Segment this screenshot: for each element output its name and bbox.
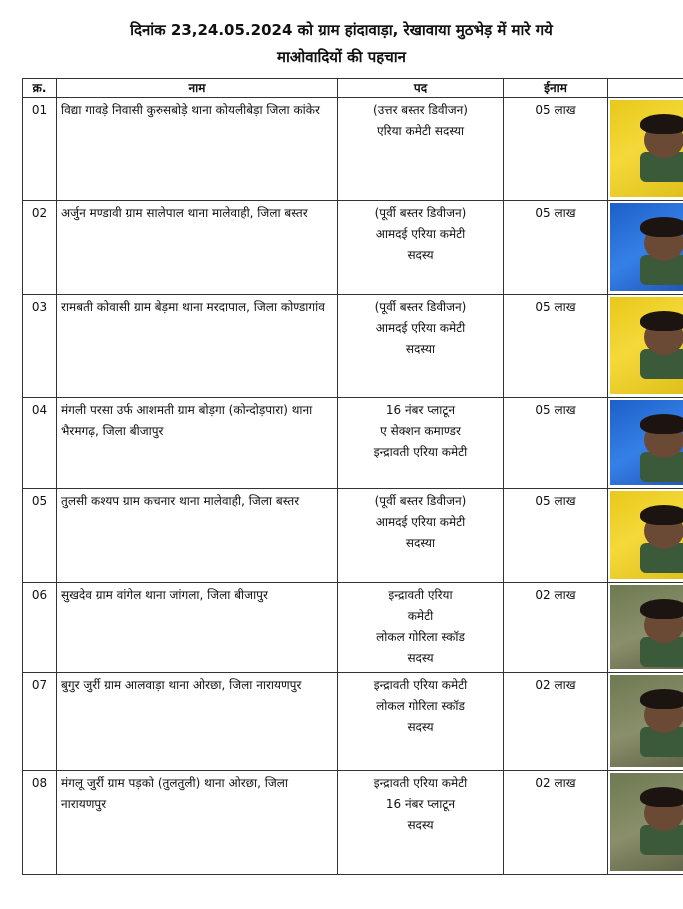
- row-reward: 05 लाख: [504, 489, 608, 583]
- post-line: सदस्य: [407, 248, 434, 262]
- col-header-post: पद: [338, 79, 504, 98]
- row-photo-cell: [608, 201, 683, 295]
- row-name: अर्जुन मण्डावी ग्राम सालेपाल थाना मालेवाही, जिला बस्तर: [57, 201, 338, 295]
- row-photo-cell: [608, 489, 683, 583]
- row-number: 02: [23, 201, 57, 295]
- header-row: [23, 79, 683, 98]
- post-line: ए सेक्शन कमाण्डर: [380, 424, 461, 438]
- identity-photo: [610, 491, 683, 579]
- row-name: मंगली परसा उर्फ आशमती ग्राम बोड़गा (कोन्दोड़पारा) थाना भैरमगढ़, जिला बीजापुर: [57, 398, 338, 489]
- row-name: तुलसी कश्यप ग्राम कचनार थाना मालेवाही, जिला बस्तर: [57, 489, 338, 583]
- table-row: [23, 489, 683, 583]
- table-row: [23, 98, 683, 201]
- table-row: [23, 398, 683, 489]
- col-header-name: नाम: [57, 79, 338, 98]
- photo-hair: [640, 505, 683, 525]
- row-photo-cell: [608, 295, 683, 398]
- table-row: [23, 295, 683, 398]
- row-number: 03: [23, 295, 57, 398]
- identity-photo: [610, 773, 683, 871]
- row-post: [338, 489, 504, 583]
- post-line: आमदई एरिया कमेटी: [375, 227, 466, 241]
- post-line: सदस्या: [405, 342, 436, 356]
- heading-line-2: माओवादियों की पहचान: [277, 48, 406, 66]
- col-header-photo: [608, 79, 683, 98]
- photo-hair: [640, 217, 683, 237]
- identity-photo: [610, 297, 683, 394]
- post-line: कमेटी: [407, 609, 434, 623]
- identity-photo: [610, 400, 683, 485]
- col-header-reward: ईनाम: [504, 79, 608, 98]
- photo-hair: [640, 689, 683, 709]
- heading-line-1: दिनांक 23,24.05.2024 को ग्राम हांदावाड़ा, रेखावाया मुठभेड़ में मारे गये: [130, 21, 553, 39]
- post-line: लोकल गोरिला स्कॉड: [376, 699, 465, 713]
- row-post: [338, 583, 504, 673]
- row-name: रामबती कोवासी ग्राम बेड़मा थाना मरदापाल, जिला कोण्डागांव: [57, 295, 338, 398]
- post-line: इन्द्रावती एरिया कमेटी: [373, 445, 468, 459]
- row-number: 08: [23, 771, 57, 875]
- post-line: सदस्य: [407, 720, 434, 734]
- post-line: एरिया कमेटी सदस्या: [376, 124, 465, 138]
- post-line: इन्द्रावती एरिया: [388, 588, 453, 602]
- post-line: सदस्य: [407, 818, 434, 832]
- post-line: आमदई एरिया कमेटी: [375, 515, 466, 529]
- table-row: [23, 673, 683, 771]
- row-post: [338, 98, 504, 201]
- post-line: (पूर्वी बस्तर डिवीजन): [374, 300, 467, 314]
- row-reward: 02 लाख: [504, 673, 608, 771]
- row-photo-cell: [608, 98, 683, 201]
- table-row: [23, 583, 683, 673]
- post-line: आमदई एरिया कमेटी: [375, 321, 466, 335]
- row-post: [338, 201, 504, 295]
- row-post: [338, 673, 504, 771]
- photo-hair: [640, 599, 683, 619]
- post-line: (उत्तर बस्तर डिवीजन): [373, 103, 468, 117]
- post-line: लोकल गोरिला स्कॉड: [376, 630, 465, 644]
- row-post: [338, 295, 504, 398]
- row-reward: 05 लाख: [504, 295, 608, 398]
- post-line: 16 नंबर प्लाटून: [385, 797, 456, 811]
- photo-hair: [640, 311, 683, 331]
- row-number: 06: [23, 583, 57, 673]
- identity-photo: [610, 203, 683, 291]
- post-line: सदस्या: [405, 536, 436, 550]
- post-line: (पूर्वी बस्तर डिवीजन): [374, 494, 467, 508]
- identity-photo: [610, 100, 683, 197]
- row-number: 07: [23, 673, 57, 771]
- table-row: [23, 771, 683, 875]
- row-photo-cell: [608, 673, 683, 771]
- row-reward: 05 लाख: [504, 201, 608, 295]
- row-name: विद्या गावड़े निवासी कुरुसबोड़े थाना कोयलीबेड़ा जिला कांकेर: [57, 98, 338, 201]
- row-name: सुखदेव ग्राम वांगेल थाना जांगला, जिला बीजापुर: [57, 583, 338, 673]
- identity-photo: [610, 675, 683, 767]
- row-number: 01: [23, 98, 57, 201]
- post-line: इन्द्रावती एरिया कमेटी: [373, 678, 468, 692]
- col-header-no: क्र.: [23, 79, 57, 98]
- photo-hair: [640, 114, 683, 134]
- row-number: 04: [23, 398, 57, 489]
- photo-hair: [640, 414, 683, 434]
- post-line: सदस्य: [407, 651, 434, 665]
- row-reward: 02 लाख: [504, 583, 608, 673]
- row-photo-cell: [608, 583, 683, 673]
- row-name: मंगलू जुर्री ग्राम पड़को (तुलतुली) थाना ओरछा, जिला नारायणपुर: [57, 771, 338, 875]
- row-post: [338, 398, 504, 489]
- identity-photo: [610, 585, 683, 669]
- photo-hair: [640, 787, 683, 807]
- table-row: [23, 201, 683, 295]
- row-photo-cell: [608, 771, 683, 875]
- row-post: [338, 771, 504, 875]
- post-line: 16 नंबर प्लाटून: [385, 403, 456, 417]
- row-photo-cell: [608, 398, 683, 489]
- row-reward: 05 लाख: [504, 398, 608, 489]
- row-number: 05: [23, 489, 57, 583]
- post-line: इन्द्रावती एरिया कमेटी: [373, 776, 468, 790]
- identification-table: [22, 78, 683, 875]
- row-reward: 02 लाख: [504, 771, 608, 875]
- row-name: बुगुर जुर्री ग्राम आलवाड़ा थाना ओरछा, जिला नारायणपुर: [57, 673, 338, 771]
- row-reward: 05 लाख: [504, 98, 608, 201]
- post-line: (पूर्वी बस्तर डिवीजन): [374, 206, 467, 220]
